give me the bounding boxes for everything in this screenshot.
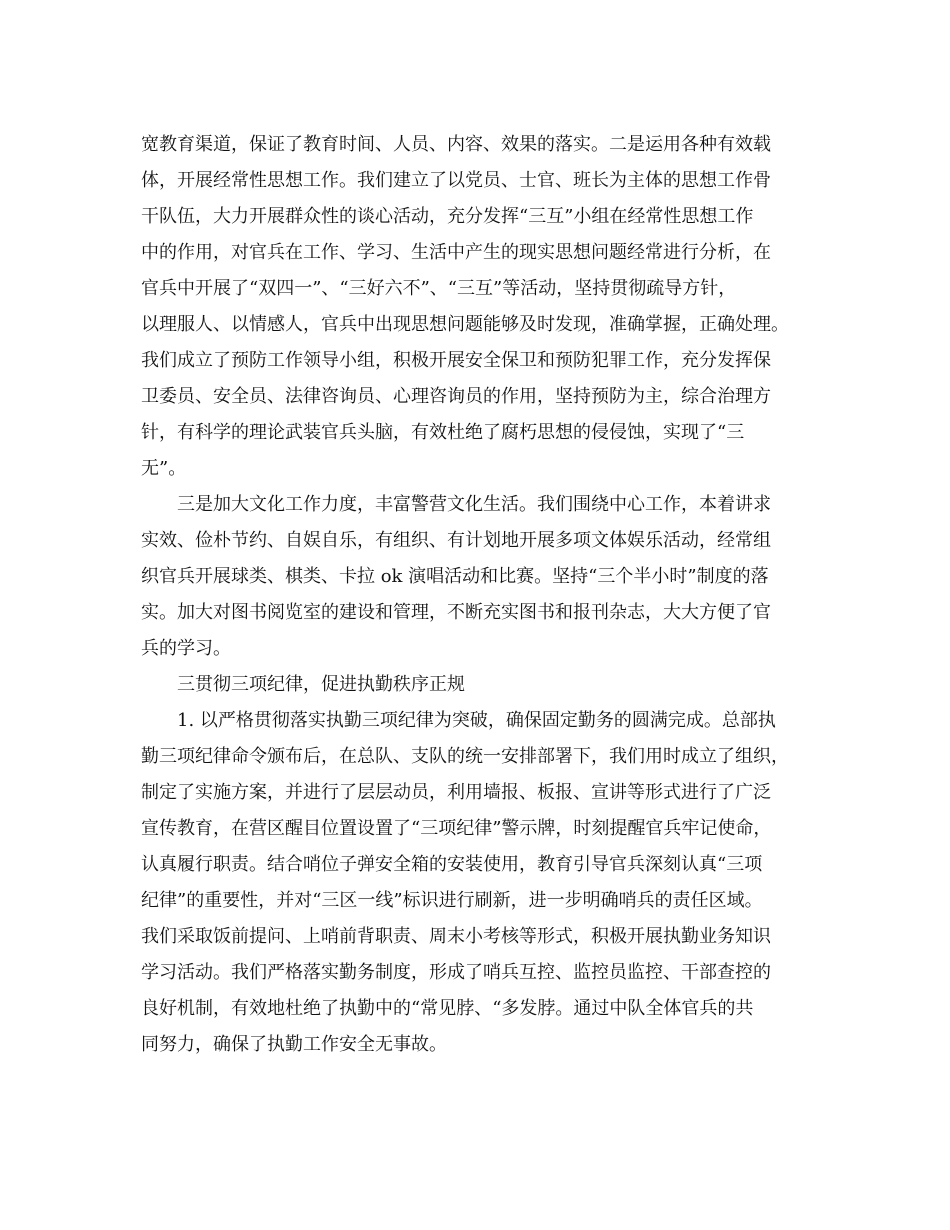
text-line: 宽教育渠道，保证了教育时间、人员、内容、效果的落实。二是运用各种有效载 (141, 134, 771, 155)
text-line: 同努力，确保了执勤工作安全无事故。 (141, 1034, 447, 1055)
text-line: 宣传教育，在营区醒目位置设置了“三项纪律”警示牌，时刻提醒官兵牢记使命， (141, 818, 772, 839)
text-line: 兵的学习。 (141, 638, 231, 659)
paragraph-start-line: 三是加大文化工作力度，丰富警营文化生活。我们围绕中心工作，本着讲求 (177, 494, 771, 515)
text-line: 纪律”的重要性，并对“三区一线”标识进行刷新，进一步明确哨兵的责任区域。 (141, 890, 763, 911)
text-line: 卫委员、安全员、法律咨询员、心理咨询员的作用，坚持预防为主，综合治理方 (141, 386, 771, 407)
text-line: 实。加大对图书阅览室的建设和管理，不断充实图书和报刊杂志，大大方便了官 (141, 602, 771, 623)
text-line: 干队伍，大力开展群众性的谈心活动，充分发挥“三互”小组在经常性思想工作 (141, 206, 754, 227)
text-line: 学习活动。我们严格落实勤务制度，形成了哨兵互控、监控员监控、干部查控的 (141, 962, 771, 983)
text-line: 实效、俭朴节约、自娱自乐，有组织、有计划地开展多项文体娱乐活动，经常组 (141, 530, 771, 551)
text-line: 以理服人、以情感人，官兵中出现思想问题能够及时发现，准确掌握，正确处理。 (141, 314, 789, 335)
text-line: 针，有科学的理论武装官兵头脑，有效杜绝了腐朽思想的侵侵蚀，实现了“三 (141, 422, 745, 443)
text-line: 勤三项纪律命令颁布后，在总队、支队的统一安排部署下，我们用时成立了组织， (141, 746, 789, 767)
body-text (141, 127, 811, 1063)
section-heading: 三贯彻三项纪律，促进执勤秩序正规 (177, 674, 465, 695)
text-line: 我们采取饭前提问、上哨前背职责、周末小考核等形式，积极开展执勤业务知识 (141, 926, 771, 947)
text-line: 良好机制，有效地杜绝了执勤中的“常见脖、“多发脖。通过中队全体官兵的共 (141, 998, 754, 1019)
text-line: 织官兵开展球类、棋类、卡拉 ok 演唱活动和比赛。坚持“三个半小时”制度的落 (141, 566, 769, 587)
text-line: 认真履行职责。结合哨位子弹安全箱的安装使用，教育引导官兵深刻认真“三项 (141, 854, 763, 875)
text-line: 官兵中开展了“双四一”、“三好六不”、“三互”等活动，坚持贯彻疏导方针， (141, 278, 737, 299)
text-line: 中的作用，对官兵在工作、学习、生活中产生的现实思想问题经常进行分析，在 (141, 242, 771, 263)
text-line: 无”。 (141, 458, 187, 479)
paragraph-start-line: 1. 以严格贯彻落实执勤三项纪律为突破，确保固定勤务的圆满完成。总部执 (177, 710, 776, 731)
text-line: 体，开展经常性思想工作。我们建立了以党员、士官、班长为主体的思想工作骨 (141, 170, 771, 191)
text-line: 我们成立了预防工作领导小组，积极开展安全保卫和预防犯罪工作，充分发挥保 (141, 350, 771, 371)
text-line: 制定了实施方案，并进行了层层动员，利用墙报、板报、宣讲等形式进行了广泛 (141, 782, 771, 803)
